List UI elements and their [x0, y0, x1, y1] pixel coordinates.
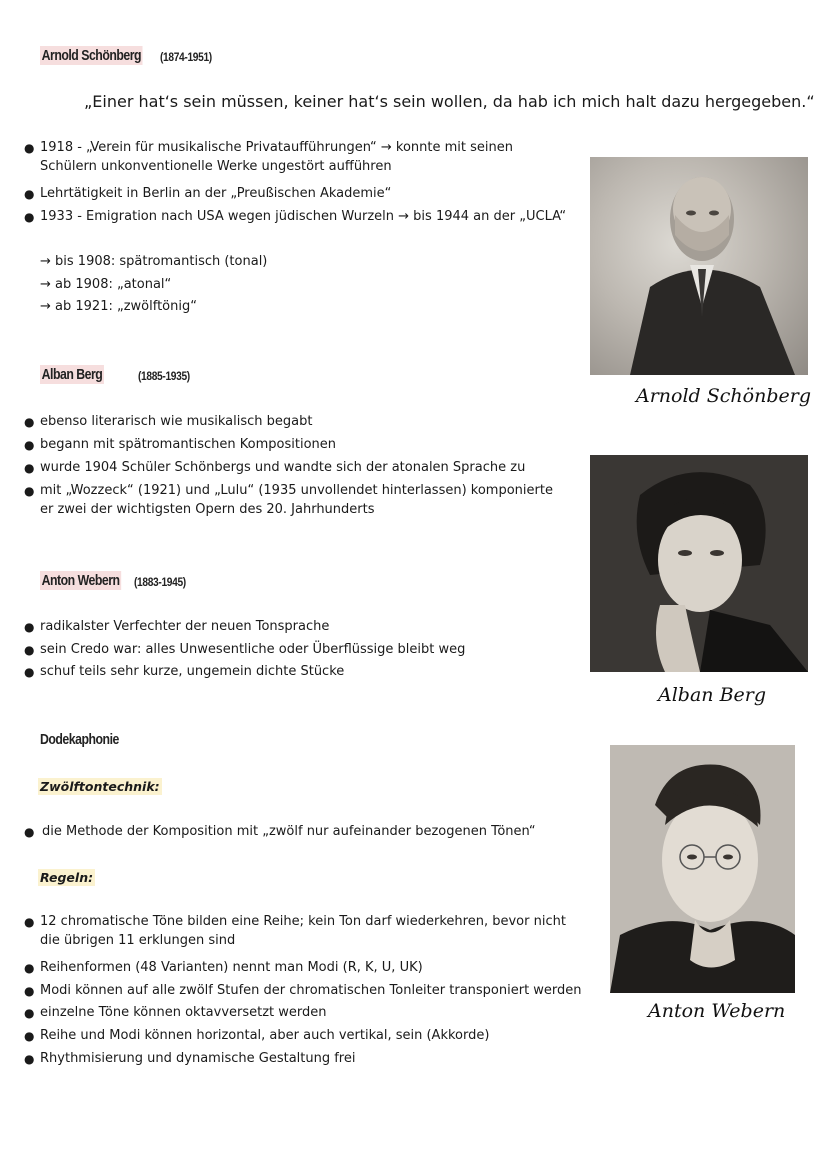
- rule-4: ● einzelne Töne können oktavversetzt werden: [24, 1005, 327, 1020]
- schoenberg-name: Arnold Schönberg: [41, 47, 142, 64]
- berg-bullet-4: ● mit „Wozzeck“ (1921) und „Lulu“ (1935 unvollendet hinterlassen) komponierte er zwei der wichtigsten Opern des 20. Jahrhunderts: [24, 483, 553, 517]
- berg-portrait: [590, 455, 808, 672]
- berg-heading: [40, 366, 104, 383]
- schoenberg-portrait-drawing: [590, 157, 808, 375]
- schoenberg-phase-1: → bis 1908: spätromantisch (tonal): [40, 254, 268, 269]
- webern-bullet-2: ● sein Credo war: alles Unwesentliche oder Überflüssige bleibt weg: [24, 642, 466, 657]
- webern-portrait-drawing: [610, 745, 795, 993]
- schoenberg-quote: „Einer hat‘s sein müssen, keiner hat‘s sein wollen, da hab ich mich halt dazu hergegeben.“: [84, 92, 815, 111]
- regeln-subheading: [38, 867, 95, 886]
- rule-6: ● Rhythmisierung und dynamische Gestaltung frei: [24, 1051, 356, 1066]
- berg-years: (1885-1935): [138, 369, 190, 383]
- berg-name: Alban Berg: [41, 366, 103, 383]
- zwoelftontechnik-subheading: [38, 776, 162, 795]
- rule-2: ● Reihenformen (48 Varianten) nennt man Modi (R, K, U, UK): [24, 960, 423, 975]
- schoenberg-portrait: [590, 157, 808, 375]
- webern-bullet-1: ● radikalster Verfechter der neuen Tonsprache: [24, 619, 330, 634]
- webern-portrait: [610, 745, 795, 993]
- rule-1: ● 12 chromatische Töne bilden eine Reihe; kein Ton darf wiederkehren, bevor nicht die übrigen 11 erklungen sind: [24, 914, 566, 948]
- berg-bullet-2: ● begann mit spätromantischen Kompositionen: [24, 437, 337, 452]
- schoenberg-phase-2: → ab 1908: „atonal“: [40, 277, 172, 292]
- schoenberg-bullet-1: ● 1918 - „Verein für musikalische Privataufführungen“ → konnte mit seinen Schülern unkonventionelle Werke ungestört aufführen: [24, 140, 513, 174]
- webern-signature: Anton Webern: [648, 1000, 786, 1022]
- webern-heading: [40, 572, 121, 589]
- regeln-label: Regeln:: [40, 870, 94, 885]
- webern-years: (1883-1945): [134, 575, 186, 589]
- zwoelftontechnik-label: Zwölftontechnik:: [40, 779, 160, 794]
- schoenberg-bullet-2: ● Lehrtätigkeit in Berlin an der „Preußischen Akademie“: [24, 186, 392, 201]
- berg-bullet-3: ● wurde 1904 Schüler Schönbergs und wandte sich der atonalen Sprache zu: [24, 460, 526, 475]
- dodekaphonie-heading: Dodekaphonie: [40, 731, 119, 748]
- webern-bullet-3: ● schuf teils sehr kurze, ungemein dichte Stücke: [24, 664, 345, 679]
- webern-name: Anton Webern: [41, 572, 120, 589]
- berg-portrait-drawing: [590, 455, 808, 672]
- schoenberg-years: (1874-1951): [160, 50, 212, 64]
- rule-3: ● Modi können auf alle zwölf Stufen der chromatischen Tonleiter transponiert werden: [24, 983, 582, 998]
- berg-signature: Alban Berg: [658, 684, 767, 706]
- schoenberg-bullet-3: ● 1933 - Emigration nach USA wegen jüdischen Wurzeln → bis 1944 an der „UCLA“: [24, 209, 567, 224]
- schoenberg-heading: [40, 47, 143, 64]
- berg-bullet-1: ● ebenso literarisch wie musikalisch begabt: [24, 414, 313, 429]
- schoenberg-phase-3: → ab 1921: „zwölftönig“: [40, 299, 197, 314]
- rule-5: ● Reihe und Modi können horizontal, aber auch vertikal, sein (Akkorde): [24, 1028, 490, 1043]
- schoenberg-signature: Arnold Schönberg: [636, 385, 811, 407]
- dodekaphonie-definition: ● die Methode der Komposition mit „zwölf nur aufeinander bezogenen Tönen“: [24, 824, 536, 839]
